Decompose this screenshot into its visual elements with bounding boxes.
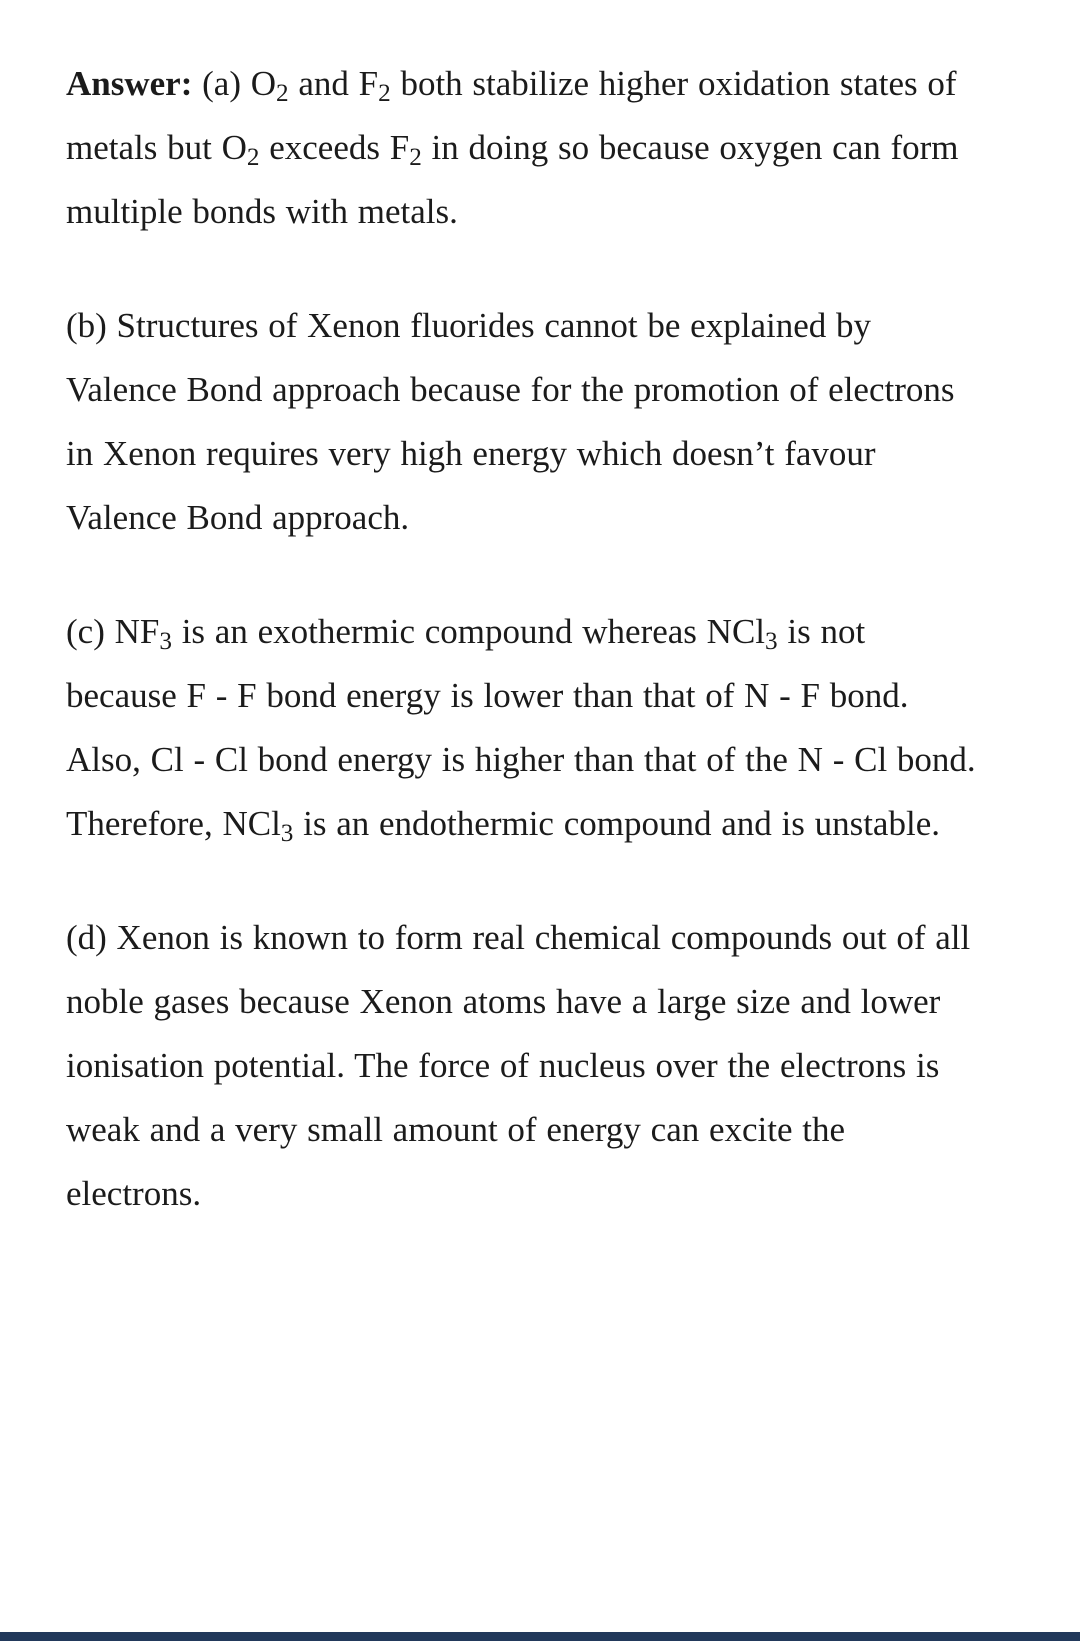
subscript: 3 — [280, 819, 294, 847]
text-segment: exceeds F — [259, 128, 410, 167]
subscript: 2 — [276, 79, 289, 107]
text-segment: and F — [288, 64, 379, 103]
answer-paragraph-a — [66, 52, 978, 244]
text-segment: (c) NF — [66, 612, 160, 651]
text-segment: both stabilize higher oxidation states of metals but O — [66, 64, 957, 167]
answer-paragraph-c — [66, 600, 978, 856]
subscript: 2 — [378, 79, 391, 107]
text-segment: (d) Xenon is known to form real chemical compounds out of all noble gases because Xenon atoms have a large size and lower ionisation potential. The force of nucleus over the electrons is weak and a very small amount of energy can excite the electrons. — [66, 918, 971, 1213]
text-segment: (b) Structures of Xenon fluorides cannot be explained by Valence Bond approach because for the promotion of electrons in Xenon requires very high energy which doesn’t favour Valence Bond approach. — [66, 306, 955, 537]
answer-label: Answer: — [66, 64, 193, 103]
text-segment: is an endothermic compound and is unstable. — [293, 804, 940, 843]
text-segment: in doing so because oxygen can form multiple bonds with metals. — [66, 128, 959, 231]
subscript: 2 — [246, 143, 260, 171]
footer-bar — [0, 1632, 1080, 1641]
subscript: 3 — [159, 627, 172, 655]
text-segment: is not because F - F bond energy is lower than that of N - F bond. Also, Cl - Cl bond energy is higher than that of the N - Cl bond. Therefore, NCl — [66, 612, 976, 843]
answer-paragraph-d — [66, 906, 978, 1226]
subscript: 3 — [765, 627, 778, 655]
answer-paragraph-b — [66, 294, 978, 550]
text-segment: is an exothermic compound whereas NCl — [171, 612, 766, 651]
text-segment: (a) O — [192, 64, 276, 103]
subscript: 2 — [409, 143, 422, 171]
